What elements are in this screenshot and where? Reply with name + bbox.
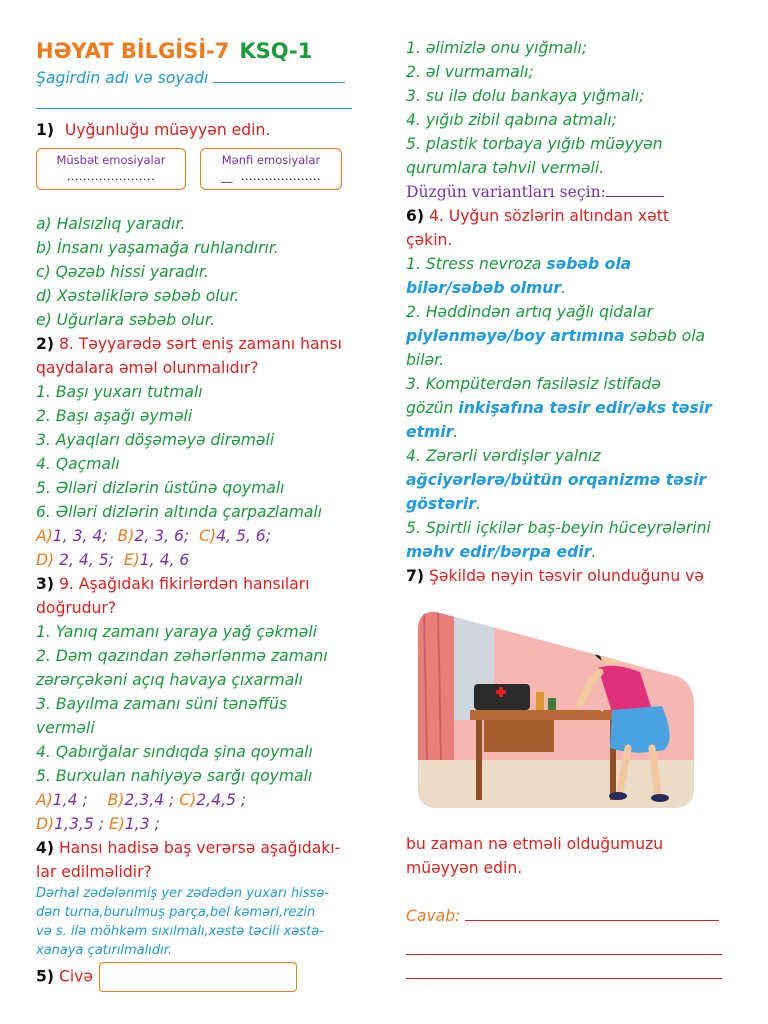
q3-opt-b-value: 2,3,4 ; <box>124 791 175 809</box>
answer-blank-2[interactable] <box>406 930 722 955</box>
select-variants-text: Düzgün variantları seçin: <box>406 183 606 201</box>
q5-number: 5) <box>36 967 54 986</box>
girl-spilling-mercury-at-table-icon <box>414 610 696 810</box>
q6-number: 6) <box>406 207 424 225</box>
answer-label: Cavab: <box>406 907 461 925</box>
q2-options-row-1 <box>36 524 366 548</box>
q6-s5-text: 5. Spirtli içkilər baş-beyin hüceyrələrini <box>406 519 711 537</box>
negative-emotions-label: Mənfi emosiyalar <box>221 153 321 167</box>
q6-s1-line2 <box>406 276 746 300</box>
q6-s4-text: 4. Zərərli vərdişlər yalnız <box>406 447 601 465</box>
q3-opt-c-letter[interactable]: C) <box>179 791 197 809</box>
mercury-option-3: 3. su ilə dolu bankaya yığmalı; <box>406 87 645 105</box>
q6-text-1: 4. Uyğun sözlərin altından xətt <box>428 207 669 225</box>
q5-row <box>36 962 366 992</box>
q7-number: 7) <box>406 567 424 585</box>
ksq-label: KSQ-1 <box>239 39 313 63</box>
positive-emotions-box[interactable] <box>36 148 186 190</box>
q6-s4-choice-2[interactable]: göstərir <box>406 495 476 513</box>
q2-opt-d-value: 2, 4, 5; <box>54 551 114 569</box>
girl-skirt <box>610 706 670 753</box>
q6-s2-line2 <box>406 324 746 348</box>
q6-heading <box>406 204 746 228</box>
negative-dash: __ <box>221 170 234 183</box>
q1-number: 1) <box>36 121 54 139</box>
q3-item-5: 5. Burxulan nahiyəyə sarğı qoymalı <box>36 767 313 785</box>
q2-opt-b-value: 2, 3, 6; <box>134 527 190 545</box>
student-name-blank[interactable] <box>213 82 345 83</box>
q3-item-1: 1. Yanıq zamanı yaraya yağ çəkməli <box>36 623 317 641</box>
q2-number: 2) <box>36 335 54 353</box>
girl-hair <box>592 630 628 662</box>
q3-opt-a-value: 1,4 ; <box>52 791 88 809</box>
q6-s5-choice[interactable]: məhv edir/bərpa edir <box>406 543 592 561</box>
q3-item-4: 4. Qabırğalar sındıqda şina qoymalı <box>36 743 313 761</box>
q2-opt-b-letter[interactable]: B) <box>117 527 135 545</box>
q6-s1-line1 <box>406 252 746 276</box>
negative-emotions-dots-row <box>201 170 341 183</box>
q6-s5-end: . <box>591 543 597 561</box>
q6-s3-end: . <box>453 423 459 441</box>
q2-item-5: 5. Əlləri dizlərin üstünə qoymalı <box>36 479 285 497</box>
q6-s3-choice-2[interactable]: etmir <box>406 423 454 441</box>
q2-options-row-2 <box>36 548 366 572</box>
q6-text-2: çəkin. <box>406 231 453 249</box>
q3-options-row-1 <box>36 788 366 812</box>
illustration-svg <box>414 610 696 810</box>
q2-opt-a-value: 1, 3, 4; <box>52 527 108 545</box>
q7-text-after-2: müəyyən edin. <box>406 859 523 877</box>
q4-heading <box>36 836 366 860</box>
q1-item-b: b) İnsanı yaşamağa ruhlandırır. <box>36 239 279 257</box>
q2-item-4: 4. Qaçmalı <box>36 455 120 473</box>
q2-opt-c-letter[interactable]: C) <box>199 527 217 545</box>
q3-text-2: doğrudur? <box>36 599 117 617</box>
q2-opt-d-letter[interactable]: D) <box>36 551 55 569</box>
q5-text: Civə <box>58 967 93 986</box>
q3-opt-e-value: 1,3 ; <box>124 815 160 833</box>
q6-s4-line3 <box>406 492 746 516</box>
subject-title: HƏYAT BİLGİSİ-7 <box>36 39 230 63</box>
student-name-blank-2[interactable] <box>36 90 352 109</box>
q6-s1-end: . <box>561 279 567 297</box>
q3-opt-c-value: 2,4,5 ; <box>196 791 247 809</box>
q4-text-1: Hansı hadisə baş verərsə aşağıdakı- <box>58 839 341 857</box>
negative-emotions-dots: .................... <box>241 170 321 183</box>
q6-s3-line3 <box>406 420 746 444</box>
q3-item-3-cont: verməli <box>36 719 95 737</box>
answer-line-1 <box>406 904 719 928</box>
q4-text-2: lar edilməlidir? <box>36 863 152 881</box>
select-variants-line <box>406 180 746 204</box>
bottle <box>536 692 544 710</box>
q2-heading <box>36 332 366 356</box>
q4-desc-1: Dərhal zədələnmiş yer zədədən yuxarı hissə- <box>36 886 330 901</box>
q4-desc-4: xanaya çatırılmalıdır. <box>36 943 173 958</box>
q6-s2-choice[interactable]: piylənməyə/boy artımına <box>406 327 625 345</box>
q4-desc-3: və s. ilə möhkəm sıxılmalı,xəstə təcili xəstə- <box>36 924 324 939</box>
q1-item-c: c) Qəzəb hissi yaradır. <box>36 263 209 281</box>
student-name-line-2 <box>36 90 366 116</box>
q1-heading <box>36 118 366 142</box>
q2-opt-c-value: 4, 5, 6; <box>216 527 271 545</box>
select-variants-blank[interactable] <box>606 196 664 197</box>
q3-item-2-cont: zərərçəkəni açıq havaya çıxarmalı <box>36 671 303 689</box>
q6-s1-choice-a[interactable]: səbəb ola <box>546 255 632 273</box>
q6-s4-end: . <box>475 495 481 513</box>
q1-item-d: d) Xəstəliklərə səbəb olur. <box>36 287 240 305</box>
q3-item-2: 2. Dəm qazından zəhərlənmə zamanı <box>36 647 328 665</box>
left-column <box>36 36 366 992</box>
q3-opt-d-letter[interactable]: D) <box>36 815 55 833</box>
q3-opt-e-letter[interactable]: E) <box>108 815 125 833</box>
answer-blank-3[interactable] <box>406 954 722 979</box>
q3-number: 3) <box>36 575 54 593</box>
q2-opt-a-letter[interactable]: A) <box>36 527 53 545</box>
q1-item-a: a) Halsızlıq yaradır. <box>36 215 186 233</box>
q2-text-2: qaydalara əməl olunmalıdır? <box>36 359 259 377</box>
q6-s3-line2 <box>406 396 746 420</box>
q3-opt-a-letter[interactable]: A) <box>36 791 53 809</box>
q2-item-6: 6. Əlləri dizlərin altında çarpazlamalı <box>36 503 323 521</box>
q1-text: Uyğunluğu müəyyən edin. <box>64 121 271 139</box>
q3-text-1: 9. Aşağıdakı fikirlərdən hansıları <box>58 575 310 593</box>
q2-text-1: 8. Təyyarədə sərt eniş zamanı hansı <box>58 335 342 353</box>
student-label: Şagirdin adı və soyadı <box>36 69 209 87</box>
student-name-line <box>36 66 366 90</box>
q3-opt-b-letter[interactable]: B) <box>107 791 125 809</box>
emotion-boxes <box>36 148 366 212</box>
q6-s3-text: 3. Kompüterdən fasiləsiz istifadə <box>406 375 661 393</box>
mercury-option-4: 4. yığıb zibil qabına atmalı; <box>406 111 617 129</box>
q3-options-row-2 <box>36 812 366 836</box>
q6-s2-end: bilər. <box>406 351 445 369</box>
q2-opt-e-letter[interactable]: E) <box>123 551 140 569</box>
q7-heading <box>406 564 746 588</box>
right-column <box>406 36 746 588</box>
q4-desc-2: dən turna,burulmuş parça,bel kəməri,rezin <box>36 905 316 920</box>
q3-opt-d-value: 1,3,5 ; <box>54 815 104 833</box>
q6-s4-choice[interactable]: ağciyərlərə/bütün orqanizmə təsir <box>406 471 707 489</box>
q2-item-3: 3. Ayaqları döşəməyə dirəməli <box>36 431 275 449</box>
q6-s1-choice-b[interactable]: bilər/səbəb olmur <box>406 279 562 297</box>
q2-opt-e-value: 1, 4, 6 <box>139 551 190 569</box>
q2-item-1: 1. Başı yuxarı tutmalı <box>36 383 203 401</box>
table-drawer <box>484 720 554 752</box>
girl-face <box>600 643 624 665</box>
mercury-option-5-cont: qurumlara təhvil verməli. <box>406 159 605 177</box>
q6-s1-text: 1. Stress nevroza <box>406 255 547 273</box>
q7-text: Şəkildə nəyin təsvir olunduğunu və <box>428 567 704 585</box>
q2-item-2: 2. Başı aşağı əyməli <box>36 407 193 425</box>
q3-item-3: 3. Bayılma zamanı süni tənəffüs <box>36 695 287 713</box>
q6-s5-line2 <box>406 540 746 564</box>
q5-answer-box[interactable] <box>99 962 297 992</box>
q1-item-e: e) Uğurlara səbəb olur. <box>36 311 215 329</box>
mercury-drop <box>590 706 594 710</box>
q6-s3-choice[interactable]: inkişafına təsir edir/əks təsir <box>458 399 712 417</box>
mercury-option-1: 1. əlimizlə onu yığmalı; <box>406 39 588 57</box>
positive-emotions-label: Müsbət emosiyalar <box>56 153 166 167</box>
mercury-option-5: 5. plastik torbaya yığıb müəyyən <box>406 135 663 153</box>
q6-s2-text: 2. Həddindən artıq yağlı qidalar <box>406 303 654 321</box>
q4-number: 4) <box>36 839 54 857</box>
q6-s2-text-2: səbəb ola <box>624 327 706 345</box>
mercury-option-2: 2. əl vurmamalı; <box>406 63 534 81</box>
answer-blank-1[interactable] <box>465 920 719 921</box>
q3-heading <box>36 572 366 596</box>
page-title <box>36 36 366 66</box>
q6-s3-text-2: gözün <box>406 399 459 417</box>
negative-emotions-box[interactable] <box>200 148 342 190</box>
table-top <box>470 710 620 720</box>
q7-text-after-1: bu zaman nə etməli olduğumuzu <box>406 835 664 853</box>
positive-emotions-dots: ...................... <box>67 170 155 183</box>
